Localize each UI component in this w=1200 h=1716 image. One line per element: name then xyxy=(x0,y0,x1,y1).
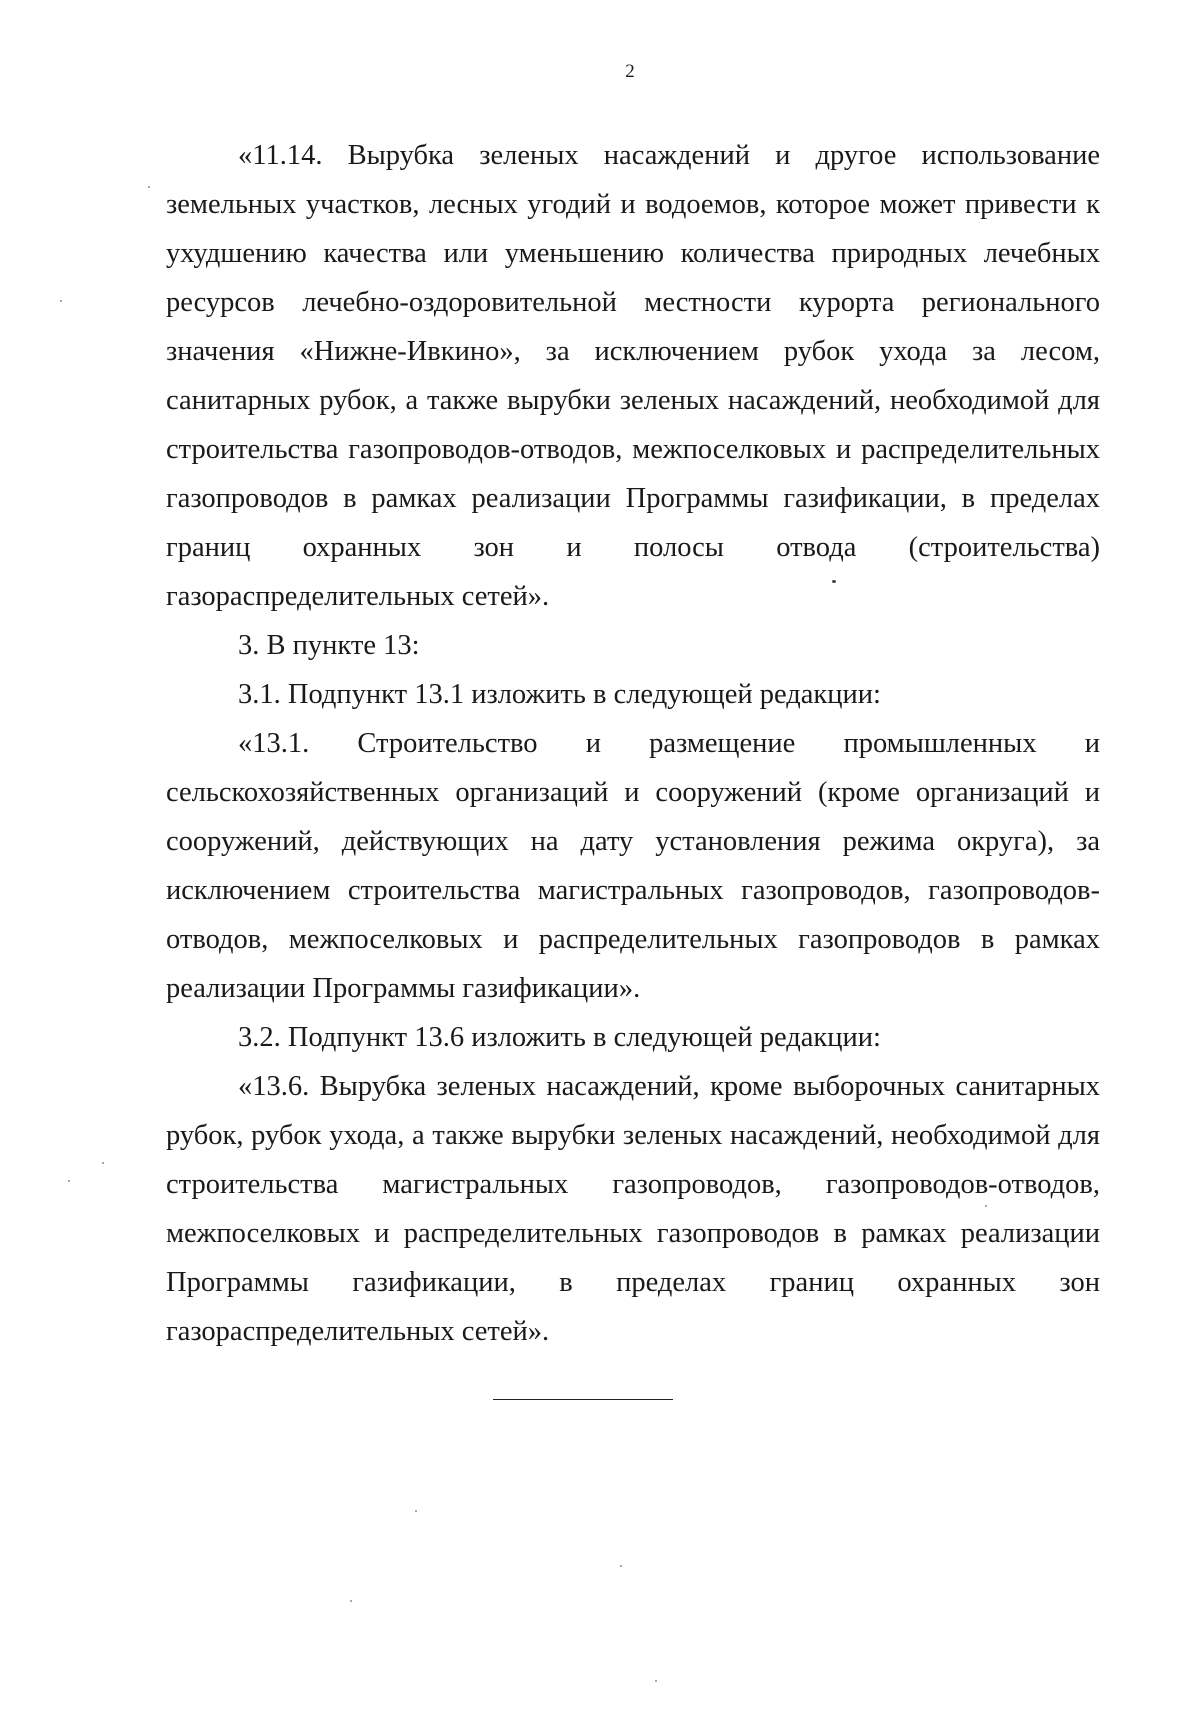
scan-speck xyxy=(60,300,62,302)
scan-speck xyxy=(415,1510,417,1512)
page-number: 2 xyxy=(625,61,635,82)
end-divider-line xyxy=(493,1399,673,1400)
paragraph-13-6: «13.6. Вырубка зеленых насаждений, кроме выборочных санитарных рубок, рубок ухода, а также вырубки зеленых насаждений, необходимой для строительства магистральных газопроводов, газопроводов-отводов, межпоселковых и распределительных газопроводов в рамках реализации Программы газификации, в пределах границ охранных зон газораспределительных сетей». xyxy=(166,1071,1100,1347)
scan-speck xyxy=(350,1600,352,1602)
scan-speck xyxy=(102,1162,104,1164)
scan-speck xyxy=(620,1565,622,1567)
scan-speck xyxy=(832,580,836,583)
scan-speck xyxy=(985,1205,987,1207)
scan-speck xyxy=(148,186,150,188)
paragraph-item-3-2: 3.2. Подпункт 13.6 изложить в следующей редакции: xyxy=(238,1022,881,1053)
scan-speck xyxy=(68,1180,70,1182)
paragraph-item-3-1: 3.1. Подпункт 13.1 изложить в следующей редакции: xyxy=(238,679,881,710)
scan-speck xyxy=(655,1680,657,1682)
paragraph-item-3: 3. В пункте 13: xyxy=(238,630,420,661)
document-body xyxy=(166,131,1100,1356)
paragraph-13-1: «13.1. Строительство и размещение промышленных и сельскохозяйственных организаций и сооружений (кроме организаций и сооружений, действующих на дату установления режима округа), за исключением строительства магистральных газопроводов, газопроводов-отводов, межпоселковых и распределительных газопроводов в рамках реализации Программы газификации». xyxy=(166,728,1100,1004)
paragraph-11-14: «11.14. Вырубка зеленых насаждений и другое использование земельных участков, лесных угодий и водоемов, которое может привести к ухудшению качества или уменьшению количества природных лечебных ресурсов лечебно-оздоровительной местности курорта регионального значения «Нижне-Ивкино», за исключением рубок ухода за лесом, санитарных рубок, а также вырубки зеленых насаждений, необходимой для строительства газопроводов-отводов, межпоселковых и распределительных газопроводов в рамках реализации Программы газификации, в пределах границ охранных зон и полосы отвода (строительства) газораспределительных сетей». xyxy=(166,140,1100,612)
